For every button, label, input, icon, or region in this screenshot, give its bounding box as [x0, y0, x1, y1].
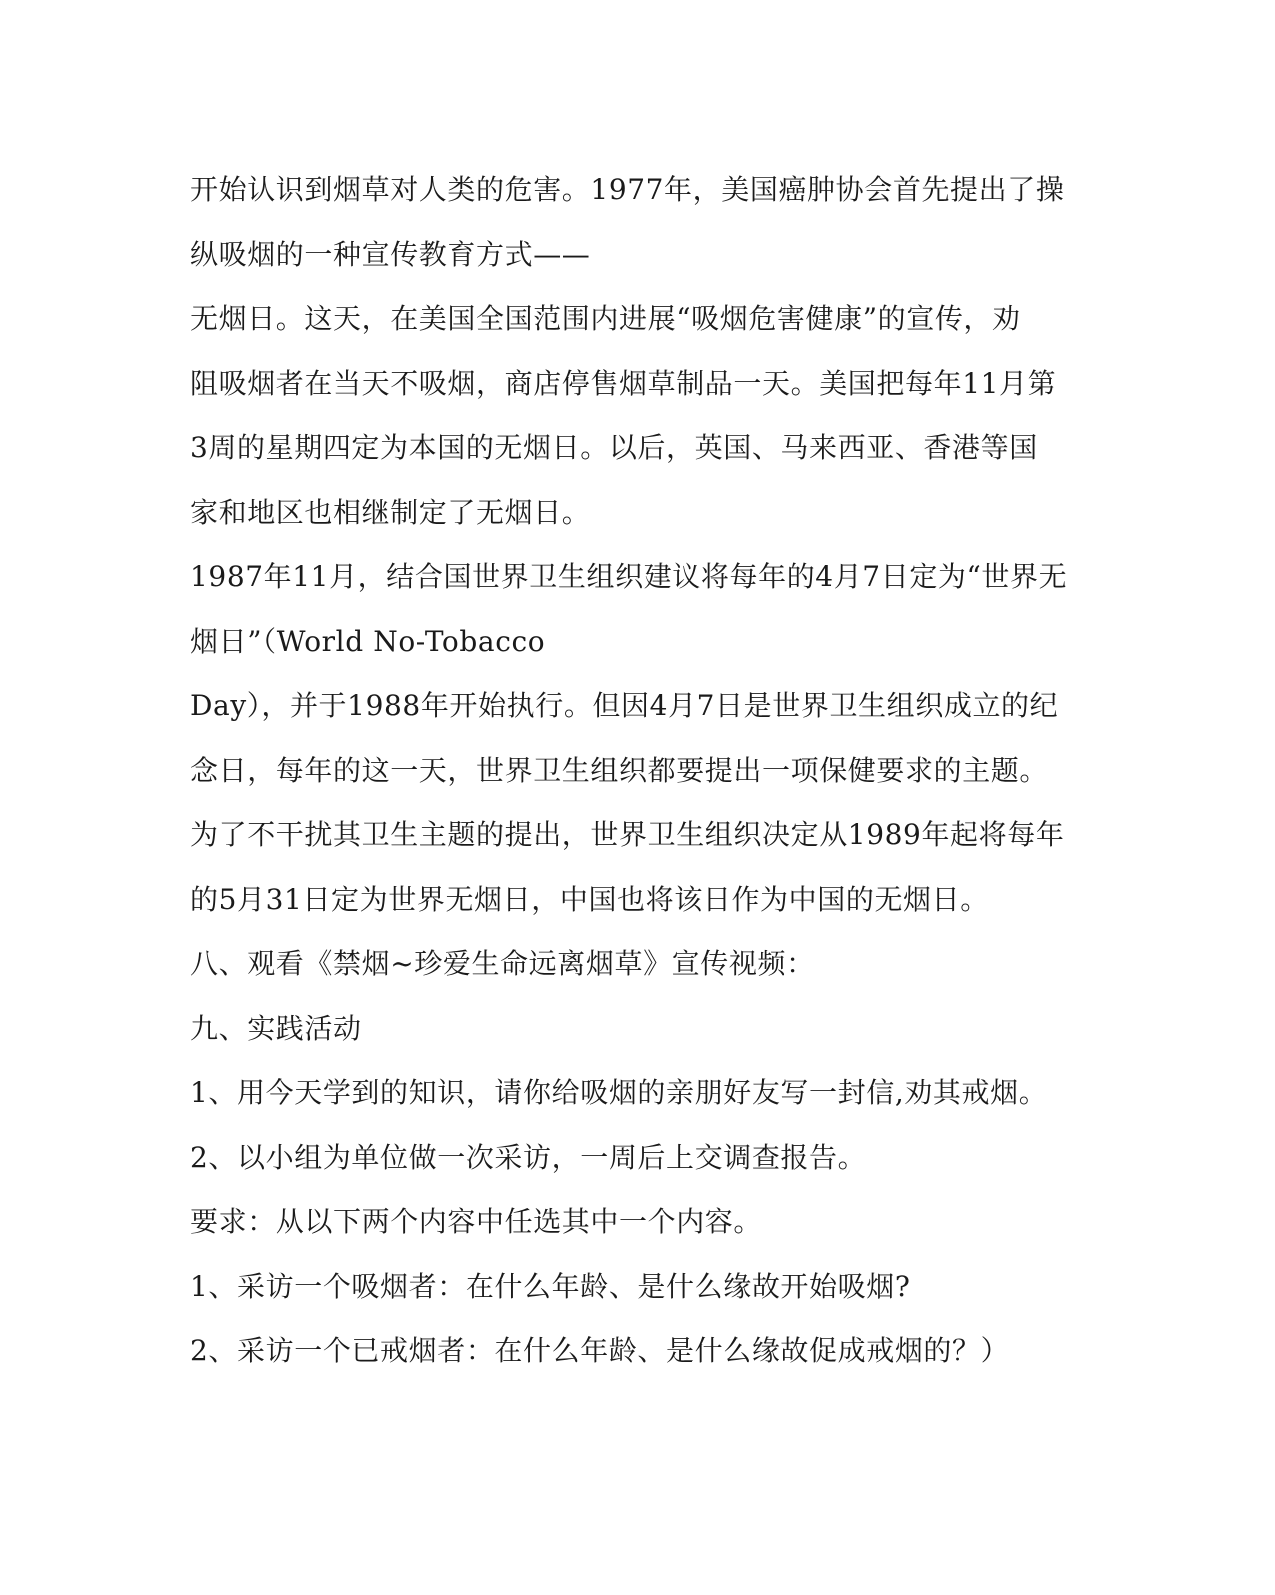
text-line: Day），并于1988年开始执行。但因4月7日是世界卫生组织成立的纪: [190, 689, 1059, 722]
text-line: 纵吸烟的一种宣传教育方式——: [190, 237, 591, 271]
section-heading-9: 九、实践活动: [190, 1011, 362, 1045]
activity-item-2: 2、以小组为单位做一次采访，一周后上交调查报告。: [190, 1140, 867, 1174]
text-line: 阻吸烟者在当天不吸烟，商店停售烟草制品一天。美国把每年11月第: [190, 366, 1057, 400]
requirement-option-1: 1、采访一个吸烟者：在什么年龄、是什么缘故开始吸烟?: [190, 1269, 911, 1303]
text-line: 为了不干扰其卫生主题的提出，世界卫生组织决定从1989年起将每年: [190, 818, 1065, 851]
activity-item-1: 1、用今天学到的知识，请你给吸烟的亲朋好友写一封信,劝其戒烟。: [190, 1076, 1048, 1109]
requirement-option-2: 2、采访一个已戒烟者：在什么年龄、是什么缘故促成戒烟的？）: [190, 1334, 1010, 1367]
text-line: 3周的星期四定为本国的无烟日。以后，英国、马来西亚、香港等国: [190, 431, 1038, 464]
text-line: 1987年11月，结合国世界卫生组织建议将每年的4月7日定为“世界无: [190, 560, 1068, 593]
section-heading-8: 八、观看《禁烟~珍爱生命远离烟草》宣传视频：: [190, 947, 815, 980]
text-line: 无烟日。这天，在美国全国范围内进展“吸烟危害健康”的宣传，劝: [190, 302, 1021, 335]
text-line: 开始认识到烟草对人类的危害。1977年，美国癌肿协会首先提出了操: [190, 173, 1065, 206]
text-line: 家和地区也相继制定了无烟日。: [190, 495, 591, 529]
text-line: 的5月31日定为世界无烟日，中国也将该日作为中国的无烟日。: [190, 882, 989, 916]
requirement-text: 要求：从以下两个内容中任选其中一个内容。: [190, 1205, 763, 1238]
text-line: 念日，每年的这一天，世界卫生组织都要提出一项保健要求的主题。: [190, 753, 1049, 787]
document-body: [190, 158, 1090, 1384]
text-line: 烟日”（World No-Tobacco: [190, 624, 546, 658]
